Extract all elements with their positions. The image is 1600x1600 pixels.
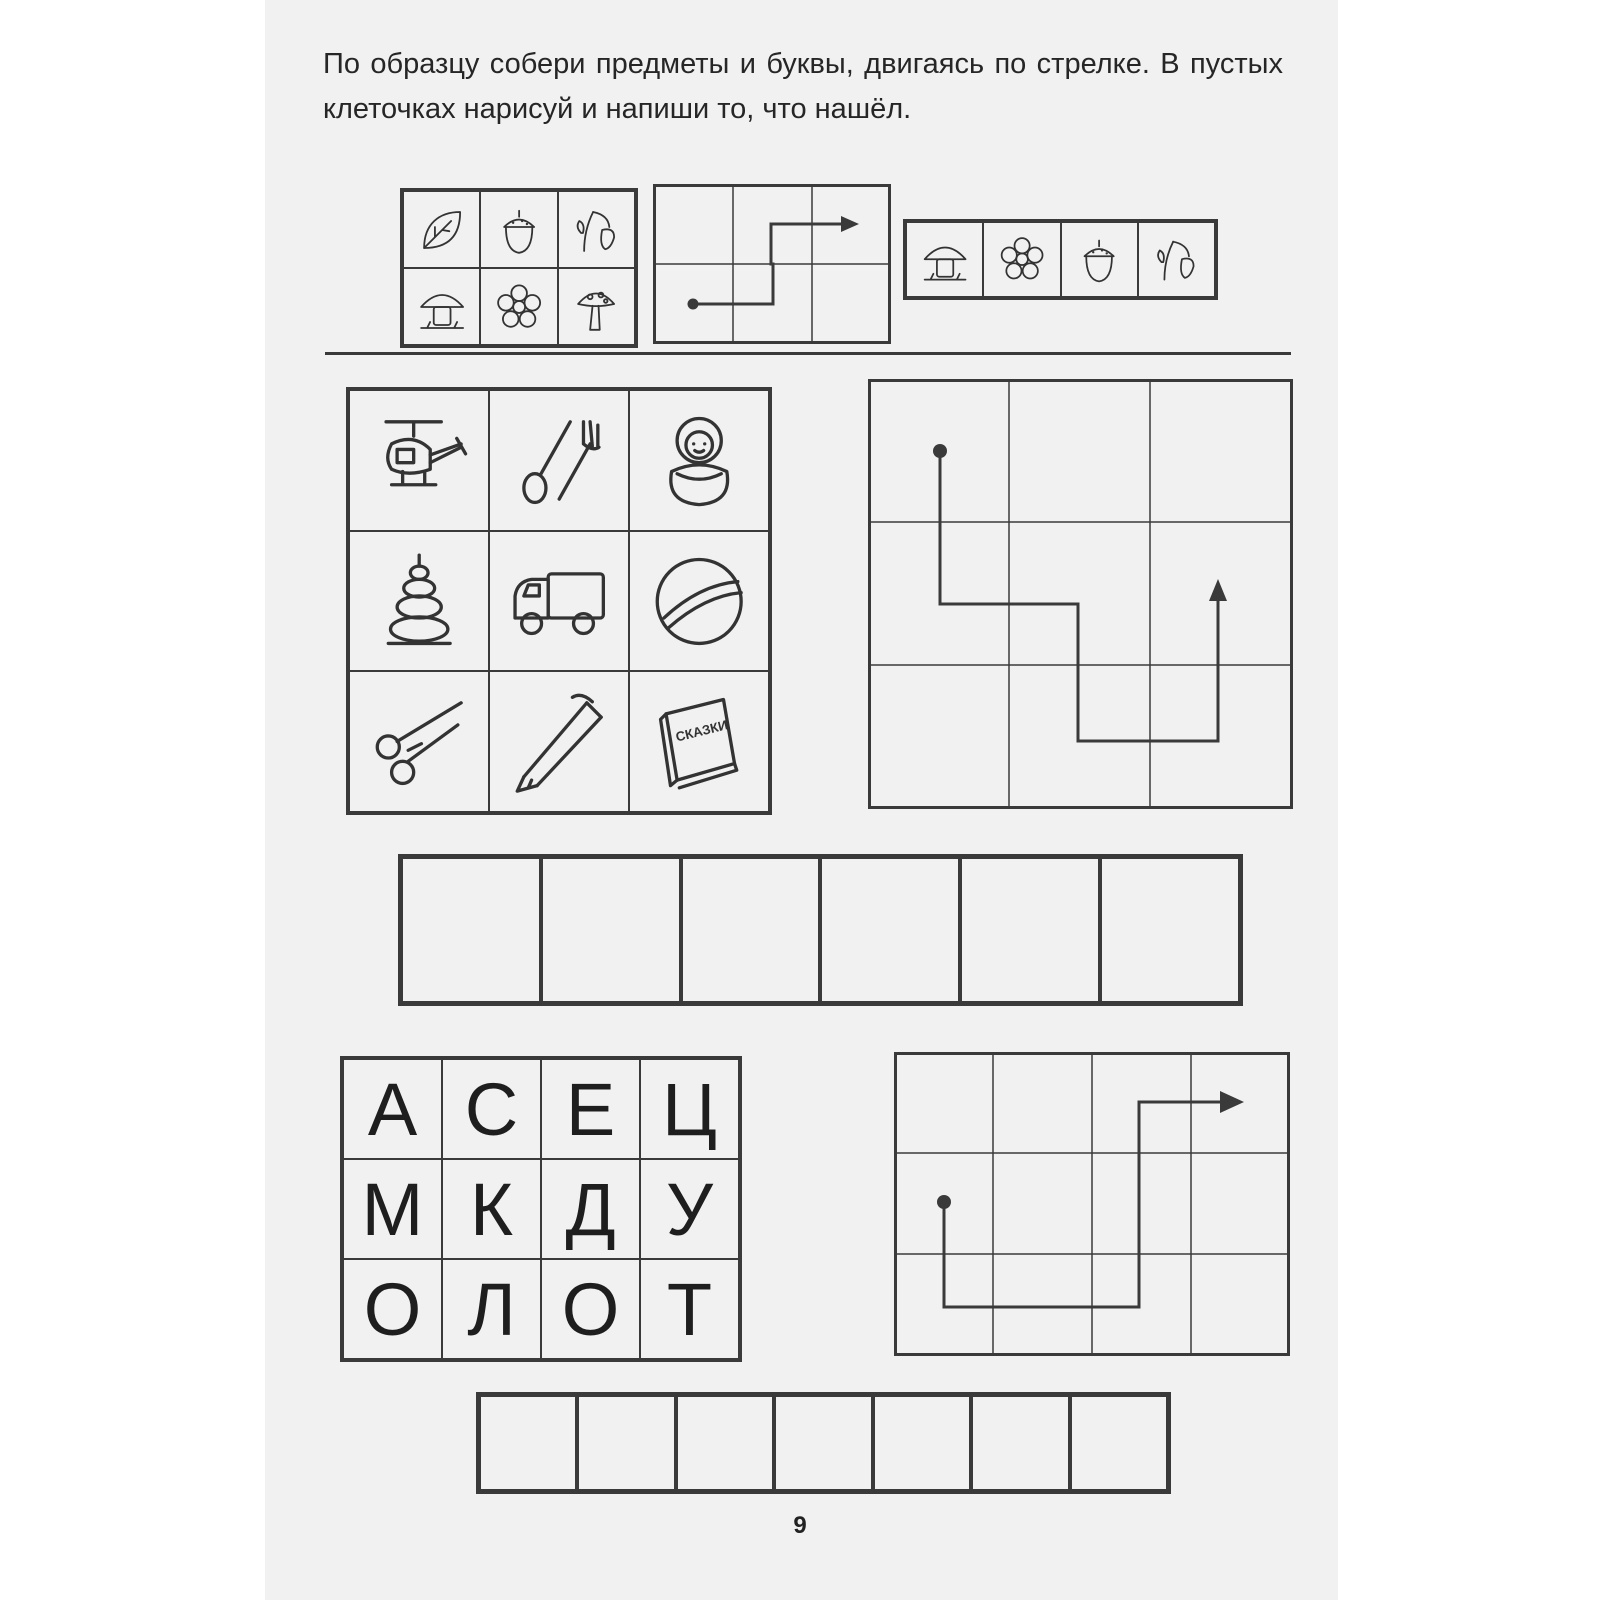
grid-cell xyxy=(983,222,1060,297)
grid-cell xyxy=(480,191,557,268)
grid-cell xyxy=(403,191,480,268)
ball-icon xyxy=(644,546,754,657)
letter: М xyxy=(361,1167,424,1251)
path-arrow-icon xyxy=(841,216,859,232)
letter: У xyxy=(665,1167,713,1251)
letter: Д xyxy=(565,1167,616,1251)
roly-poly-doll-icon xyxy=(644,405,754,516)
toadstool-icon xyxy=(566,277,626,337)
letter: Ц xyxy=(662,1067,717,1151)
grid-cell xyxy=(349,390,489,531)
page-number: 9 xyxy=(793,1512,807,1539)
task2-path-grid xyxy=(894,1052,1290,1356)
answer-cell[interactable] xyxy=(1070,1395,1168,1491)
letter-cell xyxy=(640,1259,739,1359)
mushroom-icon xyxy=(412,277,472,337)
answer-cell[interactable] xyxy=(820,857,960,1003)
example-path-grid xyxy=(653,184,891,344)
letter-cell xyxy=(442,1259,541,1359)
path-arrow-icon xyxy=(1209,579,1227,601)
task1-picture-grid xyxy=(346,387,772,815)
letter: О xyxy=(561,1267,620,1351)
acorn-icon xyxy=(1069,230,1129,288)
grid-cell xyxy=(558,268,635,345)
example-picture-grid xyxy=(400,188,638,348)
strawberry-icon xyxy=(1146,230,1206,288)
answer-cell[interactable] xyxy=(960,857,1100,1003)
grid-cell xyxy=(1061,222,1138,297)
spoon-fork-icon xyxy=(504,405,614,516)
scissors-icon xyxy=(364,686,474,797)
letter-cell xyxy=(541,1259,640,1359)
answer-cell[interactable] xyxy=(479,1395,577,1491)
book-title-label: СКАЗКИ xyxy=(673,717,729,745)
flower-icon xyxy=(489,277,549,337)
letter-cell xyxy=(343,1159,442,1259)
letter-cell xyxy=(343,1059,442,1159)
answer-cell[interactable] xyxy=(971,1395,1069,1491)
mushroom-icon xyxy=(915,230,975,288)
path-start-dot xyxy=(937,1195,951,1209)
letter-cell xyxy=(541,1159,640,1259)
strawberry-icon xyxy=(566,200,626,260)
grid-cell xyxy=(480,268,557,345)
section-divider xyxy=(325,352,1291,355)
letter-cell xyxy=(442,1159,541,1259)
letter: Т xyxy=(666,1267,713,1351)
helicopter-icon xyxy=(364,405,474,516)
task1-answer-row[interactable] xyxy=(398,854,1243,1006)
answer-cell[interactable] xyxy=(1100,857,1240,1003)
grid-cell xyxy=(489,671,629,812)
letter-cell xyxy=(343,1259,442,1359)
grid-cell xyxy=(629,671,769,812)
answer-cell[interactable] xyxy=(401,857,541,1003)
grid-cell xyxy=(629,531,769,672)
acorn-icon xyxy=(489,200,549,260)
answer-cell[interactable] xyxy=(541,857,681,1003)
grid-cell xyxy=(558,191,635,268)
path-start-dot xyxy=(688,299,699,310)
letter: К xyxy=(469,1167,514,1251)
grid-cell xyxy=(489,390,629,531)
answer-cell[interactable] xyxy=(873,1395,971,1491)
letter-cell xyxy=(640,1059,739,1159)
letter: А xyxy=(367,1067,418,1151)
path-arrow-icon xyxy=(1220,1091,1244,1113)
grid-cell xyxy=(403,268,480,345)
pencil-icon xyxy=(504,686,614,797)
flower-icon xyxy=(992,230,1052,288)
letter: Л xyxy=(467,1267,516,1351)
task2-letter-grid xyxy=(340,1056,742,1362)
grid-cell xyxy=(349,531,489,672)
answer-cell[interactable] xyxy=(577,1395,675,1491)
letter: С xyxy=(464,1067,519,1151)
example-answer-row xyxy=(903,219,1218,300)
toy-truck-icon xyxy=(504,546,614,657)
letter-cell xyxy=(640,1159,739,1259)
task1-path-grid xyxy=(868,379,1293,809)
grid-cell xyxy=(906,222,983,297)
grid-cell xyxy=(489,531,629,672)
task2-answer-row[interactable] xyxy=(476,1392,1171,1494)
grid-cell xyxy=(349,671,489,812)
letter: О xyxy=(363,1267,422,1351)
letter-cell xyxy=(442,1059,541,1159)
grid-cell xyxy=(629,390,769,531)
letter: Е xyxy=(565,1067,616,1151)
book-icon xyxy=(644,686,754,797)
stacking-pyramid-icon xyxy=(364,546,474,657)
instruction-text: По образцу собери предметы и буквы, двигаясь по стрелке. В пустых клеточках нарисуй и напиши то, что нашёл. xyxy=(323,48,1283,125)
answer-cell[interactable] xyxy=(774,1395,872,1491)
leaf-icon xyxy=(412,200,472,260)
letter-cell xyxy=(541,1059,640,1159)
grid-cell xyxy=(1138,222,1215,297)
path-start-dot xyxy=(933,444,947,458)
answer-cell[interactable] xyxy=(676,1395,774,1491)
answer-cell[interactable] xyxy=(681,857,821,1003)
